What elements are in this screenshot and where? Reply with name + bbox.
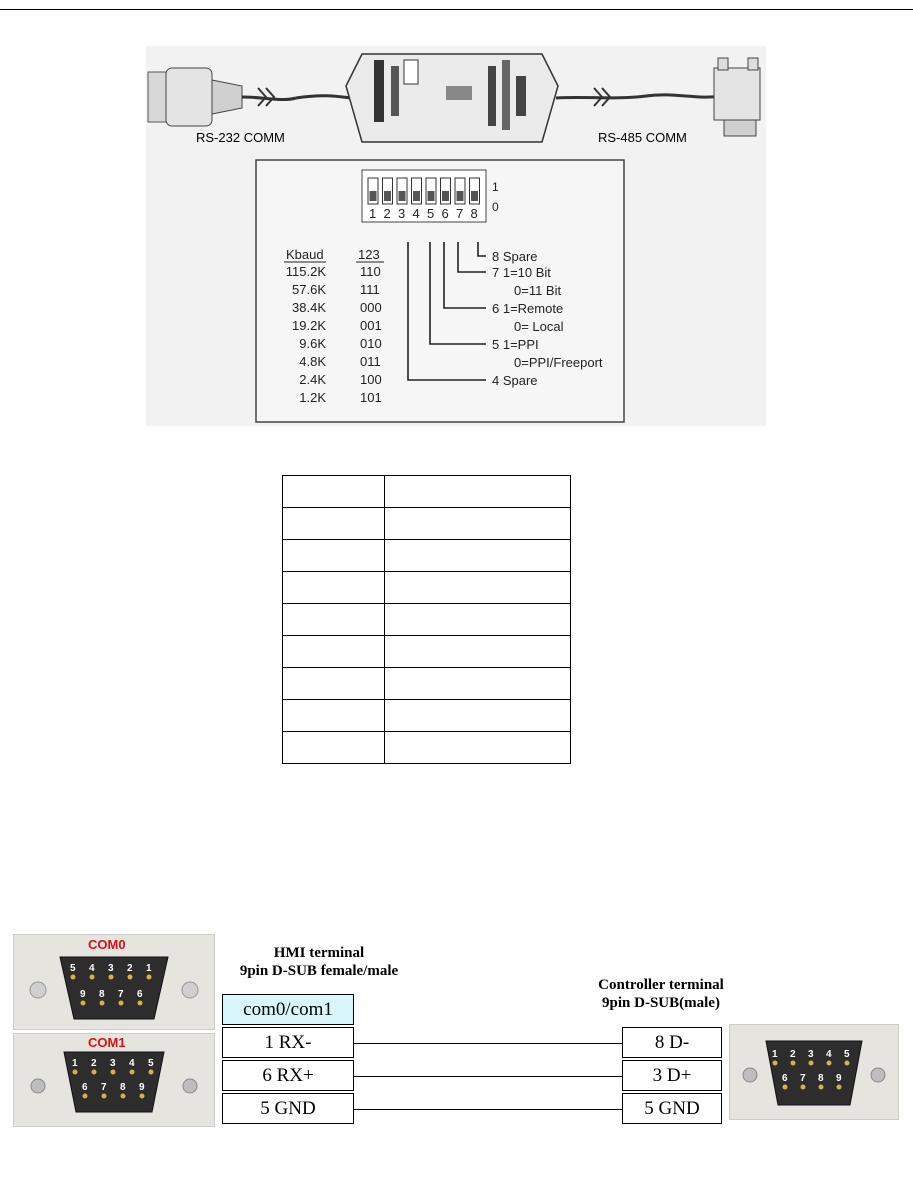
pin-number: 8 — [99, 989, 105, 1000]
pin-number: 1 — [772, 1049, 778, 1060]
pin-number: 2 — [790, 1049, 796, 1060]
com1-label: COM1 — [88, 1035, 126, 1050]
rs232-connector-icon — [148, 68, 242, 126]
table-cell — [283, 604, 385, 636]
dip-switch-block — [362, 170, 486, 222]
table-cell — [385, 732, 571, 764]
pin-number: 6 — [82, 1082, 88, 1093]
baud-bits-value: 110 — [360, 264, 381, 279]
baud-rate-value: 19.2K — [292, 318, 326, 333]
table-row — [283, 572, 571, 604]
table-row — [283, 732, 571, 764]
wire-rx-minus — [354, 1043, 622, 1044]
controller-pin-gnd: 5 GND — [622, 1093, 722, 1124]
baud-rate-value: 38.4K — [292, 300, 326, 315]
baud-rate-value: 115.2K — [285, 264, 326, 279]
baud-bits-value: 100 — [360, 372, 382, 387]
dip-off-label: 0 — [492, 200, 499, 214]
adapter-cable-drawing — [146, 46, 766, 426]
controller-title-line1: Controller terminal — [598, 977, 724, 993]
rs232-label: RS-232 COMM — [196, 130, 285, 145]
pin-number: 4 — [826, 1049, 832, 1060]
hmi-terminal-title — [221, 944, 417, 980]
pin-number: 5 — [844, 1049, 850, 1060]
controller-title-line2: 9pin D-SUB(male) — [602, 995, 720, 1011]
baud-bits-value: 010 — [360, 336, 382, 351]
controller-pin-d-plus: 3 D+ — [622, 1060, 722, 1091]
baud-bits-value: 000 — [360, 300, 382, 315]
controller-pin-d-minus: 8 D- — [622, 1027, 722, 1058]
pin-number: 3 — [808, 1049, 814, 1060]
adapter-cable-figure — [146, 46, 766, 426]
table-cell — [283, 668, 385, 700]
controller-connector — [729, 1024, 899, 1120]
bits-header: 123 — [358, 247, 380, 262]
wire-gnd — [354, 1109, 622, 1110]
pin-number: 1 — [146, 963, 152, 974]
screw-icon — [182, 982, 198, 998]
dip-number: 7 — [456, 206, 464, 221]
table-row — [283, 668, 571, 700]
pin-number: 9 — [80, 989, 86, 1000]
switch7-note: 7 1=10 Bit — [492, 265, 551, 280]
table-cell — [283, 732, 385, 764]
hmi-pin-rx-plus: 6 RX+ — [222, 1060, 354, 1091]
switch6-alt-note: 0= Local — [514, 319, 564, 334]
baud-rate-value: 2.4K — [299, 372, 326, 387]
hmi-header-cell: com0/com1 — [222, 994, 354, 1025]
com1-connector — [13, 1033, 215, 1127]
dip-on-label: 1 — [492, 180, 499, 194]
pin-number: 4 — [89, 963, 95, 974]
header-rule — [0, 9, 913, 10]
table-cell — [283, 572, 385, 604]
dip-number: 8 — [470, 206, 478, 221]
controller-terminal-title — [566, 976, 756, 1012]
baud-bits-value: 001 — [360, 318, 382, 333]
baud-bits-value: 111 — [360, 282, 380, 297]
table-cell — [385, 700, 571, 732]
pin-number: 7 — [800, 1073, 806, 1084]
hmi-pin-rx-minus: 1 RX- — [222, 1027, 354, 1058]
pin-number: 6 — [137, 989, 143, 1000]
table-row — [283, 508, 571, 540]
dip-number: 5 — [427, 206, 435, 221]
table-cell — [385, 540, 571, 572]
pin-number: 7 — [101, 1082, 107, 1093]
hmi-title-line2: 9pin D-SUB female/male — [239, 963, 399, 979]
pin-number: 8 — [120, 1082, 126, 1093]
adapter-body-icon — [346, 54, 558, 142]
baud-bits-value: 101 — [360, 390, 382, 405]
baud-rate-value: 9.6K — [299, 336, 326, 351]
table-cell — [385, 636, 571, 668]
hmi-title-line1: HMI terminal — [273, 945, 365, 961]
switch6-note: 6 1=Remote — [492, 301, 564, 316]
table-cell — [385, 476, 571, 508]
table-cell — [385, 668, 571, 700]
baud-rate-value: 57.6K — [292, 282, 326, 297]
pin-number: 6 — [782, 1073, 788, 1084]
screw-icon — [31, 1079, 45, 1093]
pin-number: 2 — [91, 1058, 97, 1069]
pin-number: 5 — [148, 1058, 154, 1069]
switch5-note: 5 1=PPI — [492, 337, 539, 352]
pin-number: 9 — [139, 1082, 145, 1093]
table-cell — [283, 508, 385, 540]
screw-icon — [30, 982, 46, 998]
pin-number: 7 — [118, 989, 124, 1000]
pin-number: 1 — [72, 1058, 78, 1069]
db9-port-icon — [60, 957, 168, 1019]
wire-rx-plus — [354, 1076, 622, 1077]
table-row — [283, 636, 571, 668]
table-cell — [283, 700, 385, 732]
hmi-pin-gnd: 5 GND — [222, 1093, 354, 1124]
blank-table — [282, 475, 571, 764]
screw-icon — [183, 1079, 197, 1093]
table-cell — [283, 476, 385, 508]
dip-number: 4 — [412, 206, 420, 221]
table-cell — [385, 508, 571, 540]
screw-icon — [743, 1068, 757, 1082]
dip-number: 1 — [369, 206, 377, 221]
table-cell — [385, 604, 571, 636]
com0-connector — [13, 934, 215, 1030]
switch4-note: 4 Spare — [492, 373, 538, 388]
switch8-note: 8 Spare — [492, 249, 538, 264]
dip-number: 2 — [383, 206, 391, 221]
baud-bits-value: 011 — [360, 354, 381, 369]
pin-number: 9 — [836, 1073, 842, 1084]
pin-number: 2 — [127, 963, 133, 974]
table-cell — [283, 636, 385, 668]
table-cell — [385, 572, 571, 604]
com0-label: COM0 — [88, 937, 126, 952]
table-cell — [283, 540, 385, 572]
table-row — [283, 604, 571, 636]
pin-number: 3 — [110, 1058, 116, 1069]
pin-number: 3 — [108, 963, 114, 974]
table-row — [283, 700, 571, 732]
dip-number: 6 — [441, 206, 449, 221]
baud-rate-value: 4.8K — [299, 354, 326, 369]
kbaud-header: Kbaud — [286, 247, 324, 262]
switch5-alt-note: 0=PPI/Freeport — [514, 355, 603, 370]
table-row — [283, 476, 571, 508]
rs485-connector-icon — [714, 58, 760, 136]
rs485-label: RS-485 COMM — [598, 130, 687, 145]
pin-number: 8 — [818, 1073, 824, 1084]
screw-icon — [871, 1068, 885, 1082]
pin-number: 5 — [70, 963, 76, 974]
table-row — [283, 540, 571, 572]
pin-number: 4 — [129, 1058, 135, 1069]
switch7-alt-note: 0=11 Bit — [514, 283, 562, 298]
baud-rate-value: 1.2K — [299, 390, 326, 405]
dip-number: 3 — [398, 206, 406, 221]
